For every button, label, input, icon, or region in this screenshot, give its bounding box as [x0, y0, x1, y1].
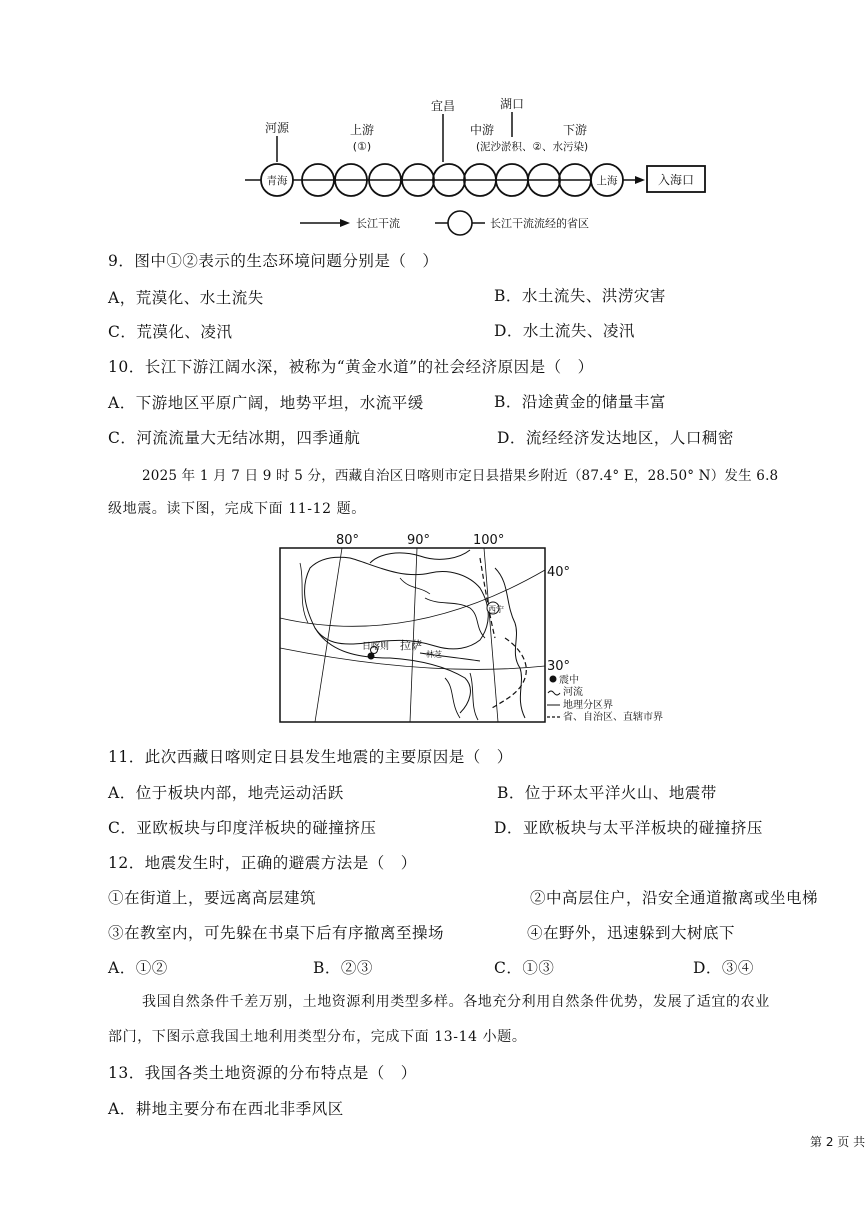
map-place-rikaze: 日喀则 [362, 642, 390, 652]
label-middle-note: (泥沙淤积、②、水污染) [475, 141, 589, 153]
q12-statement-4: ④在野外，迅速躲到大树底下 [527, 924, 736, 942]
page-number: 第 2 页 共 [810, 1135, 866, 1149]
map-legend-epicenter: 震中 [559, 675, 579, 686]
label-upper: 上游 [349, 123, 375, 137]
legend-province: 长江干流流经的省区 [490, 217, 589, 230]
legend-mainstream: 长江干流 [356, 217, 400, 230]
q10-option-b[interactable]: B．沿途黄金的储量丰富 [494, 393, 666, 411]
map-lon-80: 80° [336, 533, 360, 548]
map-legend-admin-boundary: 省、自治区、直辖市界 [563, 712, 663, 723]
map-lon-100: 100° [473, 533, 505, 548]
map-place-lasa: 拉萨 [400, 639, 422, 652]
intro-13-14-line1: 我国自然条件千差万别，土地资源利用类型多样。各地充分利用自然条件优势，发展了适宜的农业 [142, 994, 770, 1010]
label-qinghai: 青海 [266, 175, 288, 187]
q12-stem: 12．地震发生时，正确的避震方法是（ ） [108, 854, 417, 872]
map-place-xining: 西宁 [488, 605, 504, 614]
q13-stem: 13．我国各类土地资源的分布特点是（ ） [108, 1064, 417, 1082]
q9-option-c[interactable]: C．荒漠化、凌汛 [108, 323, 233, 341]
q12-option-c[interactable]: C．①③ [494, 959, 555, 977]
q11-option-d[interactable]: D．亚欧板块与太平洋板块的碰撞挤压 [494, 819, 763, 837]
map-lon-90: 90° [407, 533, 431, 548]
q12-statement-2: ②中高层住户，沿安全通道撤离或坐电梯 [530, 889, 819, 907]
map-legend-geo-boundary: 地理分区界 [563, 700, 613, 711]
q12-statement-1: ①在街道上，要远离高层建筑 [108, 889, 317, 907]
yangtze-diagram [240, 92, 720, 237]
q11-option-b[interactable]: B．位于环太平洋火山、地震带 [497, 784, 717, 802]
q11-stem: 11．此次西藏日喀则定日县发生地震的主要原因是（ ） [108, 748, 513, 766]
label-shanghai: 上海 [596, 175, 618, 187]
label-estuary: 入海口 [657, 173, 695, 187]
map-place-linzhi: 林芝 [426, 650, 442, 659]
tibet-map [270, 528, 690, 728]
map-legend-river: 河流 [563, 687, 583, 698]
q12-option-a[interactable]: A．①② [108, 959, 168, 977]
label-upper-note: (①) [352, 140, 372, 153]
q13-option-a[interactable]: A．耕地主要分布在西北非季风区 [108, 1100, 344, 1118]
q12-option-d[interactable]: D．③④ [693, 959, 754, 977]
q12-statement-3: ③在教室内，可先躲在书桌下后有序撤离至操场 [108, 924, 445, 942]
q10-option-a[interactable]: A．下游地区平原广阔，地势平坦，水流平缓 [108, 394, 424, 412]
q9-option-b[interactable]: B．水土流失、洪涝灾害 [494, 287, 666, 305]
q11-option-a[interactable]: A．位于板块内部，地壳运动活跃 [108, 784, 344, 802]
label-lower: 下游 [562, 123, 588, 137]
epicenter-marker [368, 653, 375, 660]
intro-11-12-line1: 2025 年 1 月 7 日 9 时 5 分，西藏自治区日喀则市定日县措果乡附近（87.4° E，28.50° N）发生 6.8 [142, 468, 779, 484]
q10-option-d[interactable]: D．流经经济发达地区，人口稠密 [497, 429, 734, 447]
q9-stem: 9．图中①②表示的生态环境问题分别是（ ） [108, 252, 439, 270]
label-hukou: 湖口 [499, 97, 525, 111]
q9-option-d[interactable]: D．水土流失、凌汛 [494, 322, 635, 340]
map-lat-30: 30° [547, 659, 571, 674]
q9-option-a[interactable]: A，荒漠化、水土流失 [108, 289, 264, 307]
map-lat-40: 40° [547, 565, 571, 580]
label-source: 河源 [264, 121, 290, 135]
q12-option-b[interactable]: B．②③ [313, 959, 373, 977]
label-middle: 中游 [469, 123, 495, 137]
q10-stem: 10．长江下游江阔水深，被称为“黄金水道”的社会经济原因是（ ） [108, 358, 594, 376]
q11-option-c[interactable]: C．亚欧板块与印度洋板块的碰撞挤压 [108, 819, 377, 837]
intro-13-14-line2: 部门，下图示意我国土地利用类型分布，完成下面 13-14 小题。 [108, 1029, 527, 1045]
label-yichang: 宜昌 [430, 99, 456, 113]
intro-11-12-line2: 级地震。读下图，完成下面 11-12 题。 [108, 501, 366, 517]
q10-option-c[interactable]: C．河流流量大无结冰期，四季通航 [108, 429, 361, 447]
